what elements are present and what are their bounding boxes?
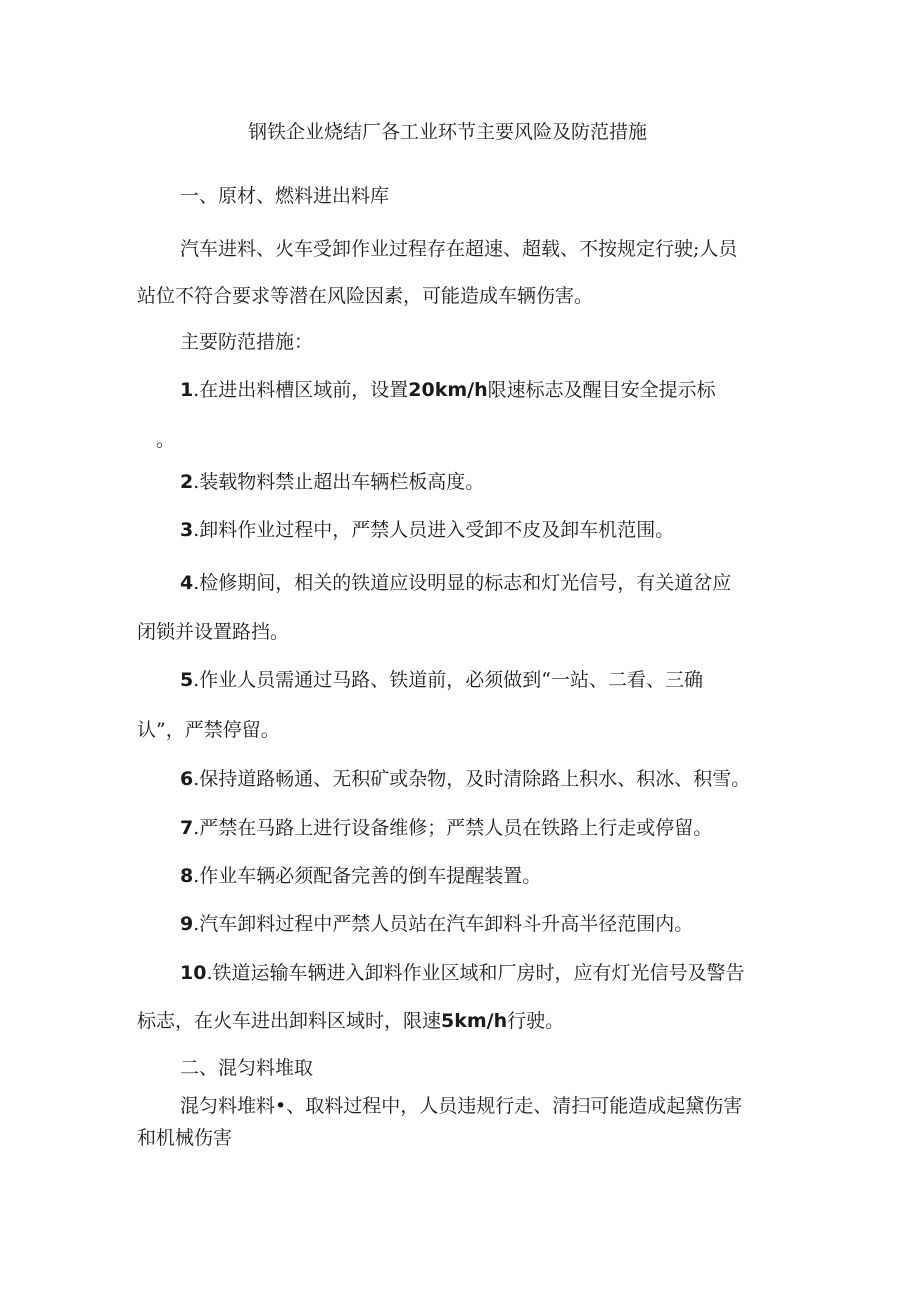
section-1-intro-line-2: 站位不符合要求等潜在风险因素，可能造成车辆伤害。: [137, 285, 594, 307]
measure-item-5-line-2: 认”，严禁停留。: [137, 719, 280, 741]
item-number: 5: [180, 669, 194, 691]
item-text: .保持道路畅通、无积矿或杂物，及时清除路上积水、积冰、积雪。: [193, 768, 751, 790]
item-text-part-a: 标志，在火车进出卸料区域时，限速: [137, 1010, 442, 1032]
item-text-part-b: 行驶。: [507, 1010, 565, 1032]
item-text-part-a: .在进出料槽区域前，设置: [193, 379, 409, 401]
measure-item-6: [180, 767, 750, 791]
measure-item-3: [180, 518, 674, 542]
document-title: 钢铁企业烧结厂各工业环节主要风险及防范措施: [248, 121, 648, 143]
item-number: 4: [180, 572, 194, 594]
speed-limit-value: 5km/h: [441, 1010, 508, 1032]
item-text: .作业人员需通过马路、铁道前，必须做到“一站、二看、三确: [193, 669, 703, 691]
item-text: .卸料作业过程中，严禁人员进入受卸不皮及卸车机范围。: [193, 519, 675, 541]
measure-item-1-line-2: 。: [156, 429, 176, 451]
measure-item-9: [180, 912, 693, 936]
item-number: 1: [180, 379, 194, 401]
measure-item-7: [180, 816, 712, 840]
section-1-heading: 一、原材、燃料进出料库: [180, 185, 390, 207]
measures-heading: 主要防范措施：: [180, 331, 314, 353]
item-text: .检修期间，相关的铁道应设明显的标志和灯光信号，有关道岔应: [193, 572, 732, 594]
section-1-intro-line-1: 汽车进料、火车受卸作业过程存在超速、超载、不按规定行驶;人员: [180, 238, 738, 260]
item-number: 6: [180, 768, 194, 790]
measure-item-5: [180, 668, 703, 692]
item-number: 8: [180, 865, 194, 887]
item-number: 10: [180, 962, 207, 984]
item-text: .装载物料禁止超出车辆栏板高度。: [193, 471, 485, 493]
measure-item-10-line-2: [137, 1009, 564, 1033]
speed-limit-value: 20km/h: [408, 379, 488, 401]
item-number: 3: [180, 519, 194, 541]
section-2-text-line-2: 和机械伤害: [137, 1127, 233, 1149]
item-number: 9: [180, 913, 194, 935]
measure-item-10: [180, 961, 745, 985]
item-text: .铁道运输车辆进入卸料作业区域和厂房时，应有灯光信号及警告: [206, 962, 745, 984]
item-text: .作业车辆必须配备完善的倒车提醒装置。: [193, 865, 542, 887]
section-2-heading: 二、混匀料堆取: [180, 1057, 314, 1079]
measure-item-1: [180, 378, 716, 402]
measure-item-4-line-2: 闭锁并设置路挡。: [137, 621, 290, 643]
item-text-part-b: 限速标志及醒目安全提示标: [487, 379, 716, 401]
measure-item-8: [180, 864, 541, 888]
measure-item-2: [180, 470, 484, 494]
section-2-text-line-1: 混匀料堆料•、取料过程中，人员违规行走、清扫可能造成起黛伤害: [180, 1095, 743, 1117]
item-text: .严禁在马路上进行设备维修；严禁人员在铁路上行走或停留。: [193, 817, 713, 839]
measure-item-4: [180, 571, 731, 595]
item-number: 2: [180, 471, 194, 493]
item-number: 7: [180, 817, 194, 839]
item-text: .汽车卸料过程中严禁人员站在汽车卸料斗升高半径范围内。: [193, 913, 694, 935]
